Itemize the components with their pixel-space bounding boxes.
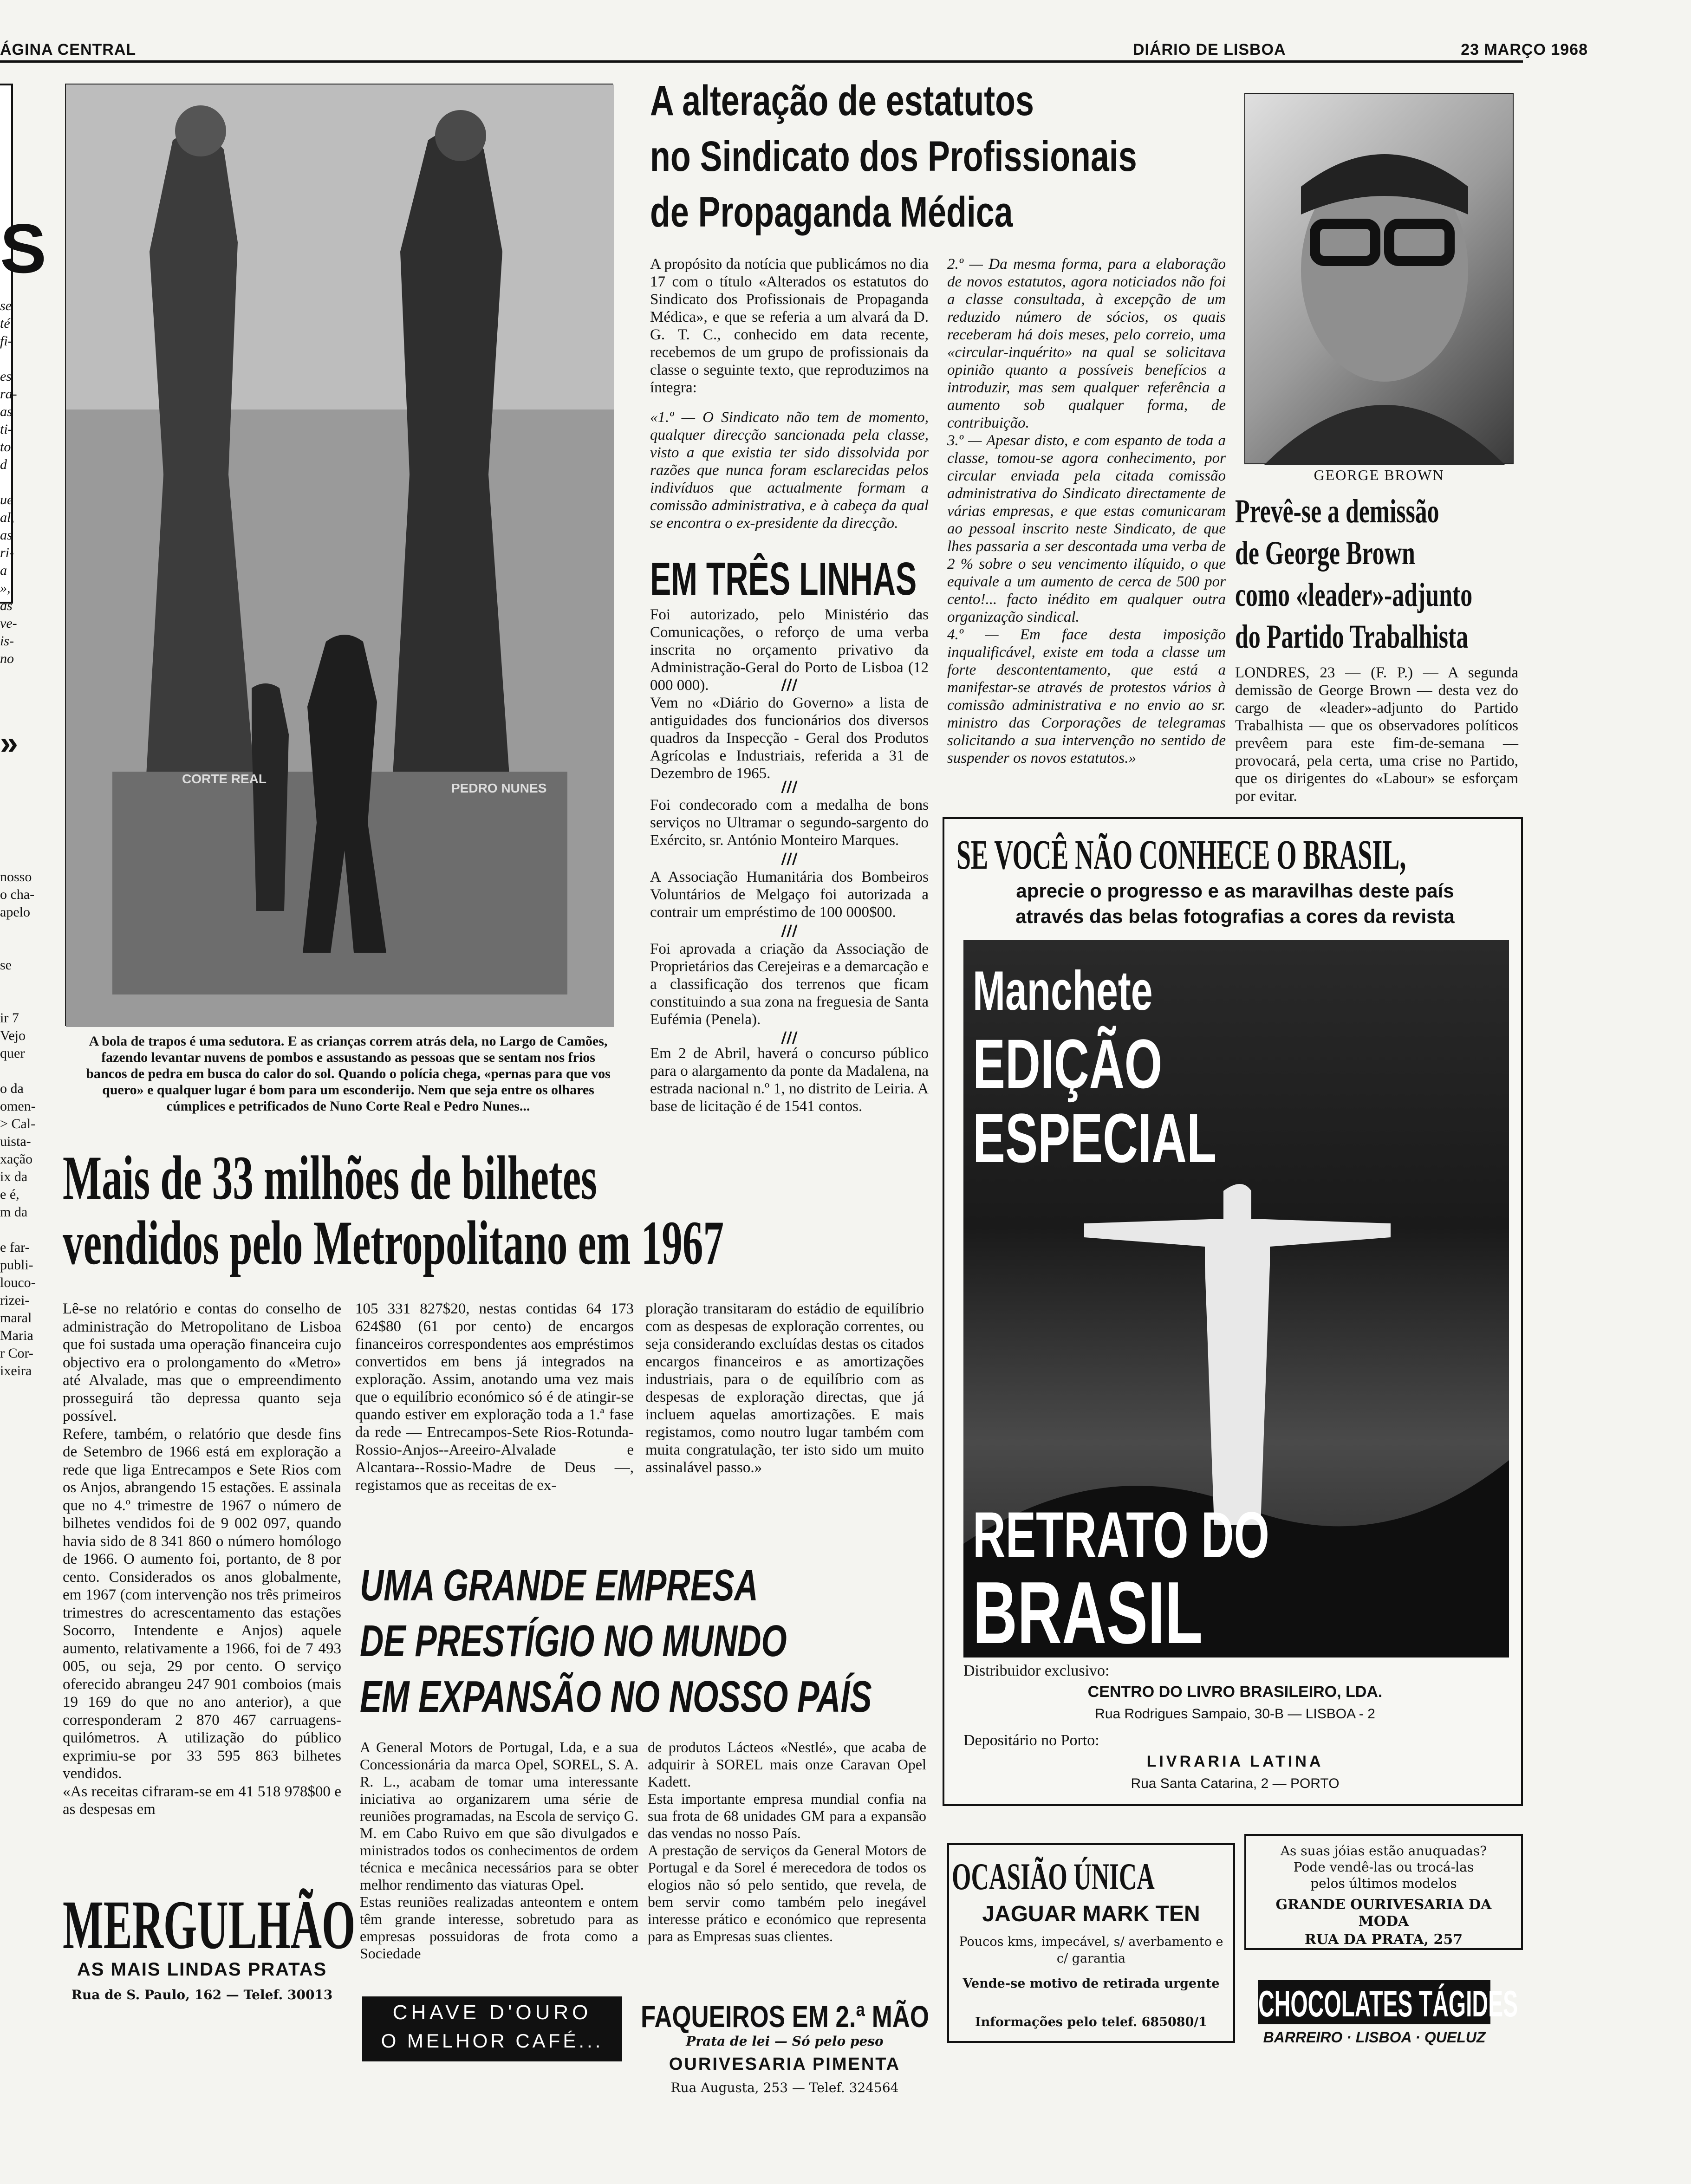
statue-label-corte-real: CORTE REAL xyxy=(182,772,267,786)
george-brown-caption: GEORGE BROWN xyxy=(1314,467,1444,483)
brasil-dist-label: Distribuidor exclusivo: xyxy=(963,1662,1110,1679)
brasil-label: BRASIL xyxy=(973,1564,1203,1662)
tres-linhas-sep-4: /// xyxy=(781,922,798,939)
brown-headline-line-2: de George Brown xyxy=(1235,534,1415,572)
jaguar-line-1: Poucos kms, impecável, s/ averbamento e c/ garantia xyxy=(959,1935,1223,1966)
brasil-dep-name: LIVRARIA LATINA xyxy=(1146,1753,1324,1770)
tres-linhas-item-2: Vem no «Diário do Governo» a lista de antiguidades dos funcionários dos diversos quadros da Inspecção - Geral dos Produtos Agrícolas e Industriais, referida a 31 de Dezembro de 1965. xyxy=(650,695,929,782)
tagides-title: CHOCOLATES TÁGIDES xyxy=(1258,1983,1518,2024)
retrato-label: RETRATO DO xyxy=(973,1498,1269,1571)
art1-headline-line-3: de Propaganda Médica xyxy=(650,188,1013,236)
art1-headline-line-1: A alteração de estatutos xyxy=(650,77,1034,124)
tres-linhas-item-1: Foi autorizado, pelo Ministério das Comunicações, o reforço de uma verba inscrita no orçamento privativo da Administração-Geral do Porto de Lisboa (12 000 000). xyxy=(650,606,929,694)
brasil-dep-addr: Rua Santa Catarina, 2 — PORTO xyxy=(1131,1776,1340,1791)
photo-caption: A bola de trapos é uma sedutora. E as crianças correm atrás dela, no Largo de Camões, fazendo levantar nuvens de pombos e assustando as pessoas que se sentam nos frios bancos de pedra em busca do calor do sol. Quando o polícia chega, «pernas para que vos quero» e qualquer lugar é bom para um esconderijo. Nem que seja entre os olhares cúmplices e petrificados de Nuno Corte Real e Pedro Nunes... xyxy=(86,1034,611,1114)
art1-col2: 2.º — Da mesma forma, para a elaboração de novos estatutos, agora noticiados não foi a classe consultada, à excepção de um reduzido número de sócios, os quais receberam há dois meses, pelo correio, uma «circular-inquérito» na qual se solicitava opinião quanto a possíveis benefícios a introduzir, mas sem qualquer referência a aumento sob qualquer forma, de contribuição. 3.º — Apesar disto, e com espanto de toda a classe, tomou-se agora conhecimento, por circular enviada pela citada comissão administrativa do Sindicato directamente de várias empresas, e que estas comunicaram ao pessoal inscrito neste Sindicato, de que lhes passaria a ser descontada uma verba de 2 % sobre o seu vencimento ilíquido, o que equivale a um aumento de cerca de 500 por cento!... facto inédito em qualquer outra organização sindical. 4.º — Em face desta imposição inqualificável, existe em toda a classe um forte descontentamento, que está a manifestar-se através de protestos vários à comissão administrativa e no envio ao sr. ministro das Corporações de telegramas solicitando a sua intervenção no sentido de suspender os novos estatutos.» xyxy=(947,256,1226,767)
tres-linhas-sep-1: /// xyxy=(781,676,798,693)
brasil-ad-title: SE VOCÊ NÃO CONHECE O BRASIL, xyxy=(956,832,1406,878)
especial-label: ESPECIAL xyxy=(973,1099,1217,1177)
tres-linhas-sep-3: /// xyxy=(781,850,798,867)
left-strip-fragment-1: se té fi- es ra- as ti- to d ue al, as ri- a », as ve- is- no xyxy=(0,298,17,666)
brasil-ad-sub-2: através das belas fotografias a cores da revista xyxy=(1015,905,1455,927)
metro-headline-line-2: vendidos pelo Metropolitano em 1967 xyxy=(63,1209,724,1278)
edicao-label: EDIÇÃO xyxy=(973,1025,1163,1103)
joias-shop: GRANDE OURIVESARIA DA MODA xyxy=(1275,1897,1492,1930)
art1-headline-line-2: no Sindicato dos Profissionais xyxy=(650,133,1137,180)
joias-address: RUA DA PRATA, 257 xyxy=(1304,1931,1463,1948)
joias-line-1: As suas jóias estão anuquadas? xyxy=(1280,1843,1487,1859)
portrait-illustration xyxy=(1245,94,1515,465)
brasil-dist-addr: Rua Rodrigues Sampaio, 30-B — LISBOA - 2 xyxy=(1095,1706,1375,1722)
george-brown-photo xyxy=(1244,93,1514,464)
tres-linhas-item-5: Foi aprovada a criação da Associação de Proprietários das Cerejeiras e a demarcação e a classificação dos terrenos que ficam constituindo a sua zona na freguesia de Santa Eufémia (Penela). xyxy=(650,941,929,1028)
jaguar-name: JAGUAR MARK TEN xyxy=(982,1902,1200,1926)
brasil-dep-label: Depositário no Porto: xyxy=(963,1732,1099,1749)
faqueiros-line: Prata de lei — Só pelo peso xyxy=(686,2034,884,2049)
art1-col1: A propósito da notícia que publicámos no dia 17 com o título «Alterados os estatutos do Sindicato dos Profissionais de Propaganda Médica», e que se referia a um alvará da D. G. T. C., conhecido em data recente, recebemos de um grupo de profissionais da classe o seguinte texto, que reproduzimos na íntegra: xyxy=(650,256,929,396)
metro-col2: 105 331 827$20, nestas contidas 64 173 624$80 (61 por cento) de encargos financeiros correspondentes aos empréstimos convertidos em bens já integrados na exploração. Assim, anotando uma vez mais que o equilíbrio económico só é de atingir-se quando estiver em exploração toda a 1.ª fase da rede — Entrecampos-Sete Rios-Rotunda-Rossio-Anjos--Areeiro-Alvalade e Alcantara--Rossio-Madre de Deus —, registamos que as receitas de ex- xyxy=(355,1300,634,1494)
tres-linhas-sep-2: /// xyxy=(781,778,798,795)
header-rule xyxy=(0,60,1523,63)
joias-line-3: pelos últimos modelos xyxy=(1310,1876,1457,1891)
brown-body: LONDRES, 23 — (F. P.) — A segunda demissão de George Brown — desta vez do cargo de «leader»-adjunto do Partido Trabalhista — que os observadores políticos prevêem para este fim-de-semana — provocará, pela certa, uma crise no Partido, que os dirigentes do «Labour» se esforçam por evitar. xyxy=(1235,664,1518,805)
brown-headline-line-4: do Partido Trabalhista xyxy=(1235,618,1469,655)
left-strip-fragment-3: se ir 7 Vejo quer o da omen- > Cal- uista- xação ix da e é, m da e far- publi- louco- rizei- maral Maria r Cor- ixeira xyxy=(0,957,36,1378)
newspaper-name: DIÁRIO DE LISBOA xyxy=(1133,41,1286,58)
metro-col3: ploração transitaram do estádio de equilíbrio com as despesas de exploração correntes, ou seja considerando excluídas destas os citados encargos financeiros e as amortizações industriais, para o de equilíbrio com as despesas de exploração directas, que já incluem aquelas amortizações. E mais registamos, como noutro lugar também com muita congratulação, ter isto sido um muito assinalável passo.» xyxy=(645,1300,924,1476)
faqueiros-address: Rua Augusta, 253 — Telef. 324564 xyxy=(670,2080,899,2095)
statues-illustration xyxy=(66,84,614,1027)
gm-headline-line-3: EM EXPANSÃO NO NOSSO PAÍS xyxy=(360,1672,872,1722)
tres-linhas-item-6: Em 2 de Abril, haverá o concurso público para o alargamento da ponte da Madalena, na estrada nacional n.º 1, no distrito de Leiria. A base de licitação é de 1541 contos. xyxy=(650,1045,929,1115)
mergulhao-name: MERGULHÃO xyxy=(63,1886,356,1963)
faqueiros-title: FAQUEIROS EM 2.ª MÃO xyxy=(641,1999,929,2034)
chave-douro-name: CHAVE D'OURO xyxy=(392,2001,592,2024)
gm-col1: A General Motors de Portugal, Lda, e a sua Concessionária da marca Opel, SOREL, S. A. R. L., acabam de tomar uma interessante iniciativa ao organizarem uma série de reuniões programadas, na Escola de serviço G. M. em Cabo Ruivo em que são divulgados e ministrados todos os conhecimentos de ordem técnica e mecânica necessários para se obter melhor rendimento das viaturas Opel. Estas reuniões realizadas anteontem e ontem têm grande interesse, sobretudo para as empresas possuidoras de frota como a Sociedade xyxy=(360,1739,638,1962)
tres-linhas-title: EM TRÊS LINHAS xyxy=(650,553,917,605)
jaguar-line-3: Informações pelo telef. 685080/1 xyxy=(975,2015,1208,2029)
manchete-masthead: Manchete xyxy=(973,960,1153,1022)
statues-photo xyxy=(65,84,613,1026)
jaguar-line-2: Vende-se motivo de retirada urgente xyxy=(963,1976,1220,1991)
mergulhao-tagline: AS MAIS LINDAS PRATAS xyxy=(77,1959,327,1980)
chave-douro-tagline: O MELHOR CAFÉ... xyxy=(381,2030,604,2052)
manchete-cover xyxy=(963,940,1509,1662)
brown-headline-line-3: como «leader»-adjunto xyxy=(1235,576,1473,613)
left-strip-fragment-2: nosso o cha- apelo xyxy=(0,869,35,920)
faqueiros-shop: OURIVESARIA PIMENTA xyxy=(669,2054,901,2074)
gm-headline-line-2: DE PRESTÍGIO NO MUNDO xyxy=(360,1616,787,1666)
metro-col1: Lê-se no relatório e contas do conselho de administração do Metropolitano de Lisboa que foi sustada uma operação financeira cujo objectivo era o prolongamento do «Metro» até Alvalade, mas que o empreendimento prosseguirá tão depressa quanto seja possível. Refere, também, o relatório que desde fins de Setembro de 1966 está em exploração a rede que liga Entrecampos e Sete Rios com os Anjos, abrangendo 15 estações. E assinala que no 4.º trimestre de 1967 o número de bilhetes vendidos foi de 9 002 097, quando havia sido de 8 341 860 o número homólogo de 1966. O aumento foi, portanto, de 8 por cento. Considerados os anos globalmente, em 1967 (com intervenção nos três primeiros trimestres do acrescentamento das estações Socorro, Intendente e Anjos) aquele aumento, relativamente a 1966, foi de 7 493 005, ou seja, 29 por cento. O serviço oferecido abrangeu 247 901 comboios (mais 19 169 do que no ano anterior), a que corresponderam 2 870 467 carruagens-quilómetros. A utilização do público exprimiu-se por 33 595 863 bilhetes vendidos. «As receitas cifraram-se em 41 518 978$00 e as despesas em xyxy=(63,1300,341,1818)
metro-headline-line-1: Mais de 33 milhões de bilhetes xyxy=(63,1144,597,1213)
jaguar-title: OCASIÃO ÚNICA xyxy=(952,1855,1155,1898)
issue-date: 23 MARÇO 1968 xyxy=(1461,41,1588,58)
brown-headline-line-1: Prevê-se a demissão xyxy=(1235,493,1439,530)
tagides-banner xyxy=(1258,1980,1518,2024)
tagides-locations: BARREIRO · LISBOA · QUELUZ xyxy=(1263,2029,1486,2046)
art1-col1-italic: «1.º — O Sindicato não tem de momento, qualquer direcção sancionada pela classe, visto a que existia ter sido dissolvida por razões que nunca foram esclarecidas pelos indivíduos que actualmente formam a comissão administrativa, e à cabeça da qual se encontra o ex-presidente da direcção. xyxy=(650,409,929,532)
joias-line-2: Pode vendê-las ou trocá-las xyxy=(1293,1859,1474,1875)
statue-label-pedro-nunes: PEDRO NUNES xyxy=(451,781,547,795)
section-name: ÁGINA CENTRAL xyxy=(0,41,137,58)
chave-douro-ad xyxy=(362,1996,622,2061)
gm-col2: de produtos Lácteos «Nestlé», que acaba de adquirir à SOREL mais onze Caravan Opel Kadett. Esta importante empresa mundial confia na sua frota de 68 unidades GM para a expansão das vendas no nosso País. A prestação de serviços da General Motors de Portugal e da Sorel é merecedora de todos os elogios não só pelo sentido, que revela, de bem servir como também pelo inegável interesse prático e económico que representa para as Empresas suas clientes. xyxy=(648,1739,926,1944)
left-strip-big-letter: S xyxy=(0,209,47,287)
mergulhao-address: Rua de S. Paulo, 162 — Telef. 30013 xyxy=(71,1987,333,2002)
tres-linhas-item-4: A Associação Humanitária dos Bombeiros Voluntários de Melgaço foi autorizada a contrair um empréstimo de 100 000$00. xyxy=(650,869,929,921)
tres-linhas-sep-5: /// xyxy=(781,1028,798,1046)
left-strip-quote-mark: » xyxy=(0,725,18,761)
gm-headline-line-1: UMA GRANDE EMPRESA xyxy=(360,1560,758,1610)
brasil-dist-name: CENTRO DO LIVRO BRASILEIRO, LDA. xyxy=(1087,1683,1383,1701)
tres-linhas-item-3: Foi condecorado com a medalha de bons serviços no Ultramar o segundo-sargento do Exército, sr. António Monteiro Marques. xyxy=(650,797,929,849)
brasil-ad-sub-1: aprecie o progresso e as maravilhas deste país xyxy=(1016,880,1454,902)
